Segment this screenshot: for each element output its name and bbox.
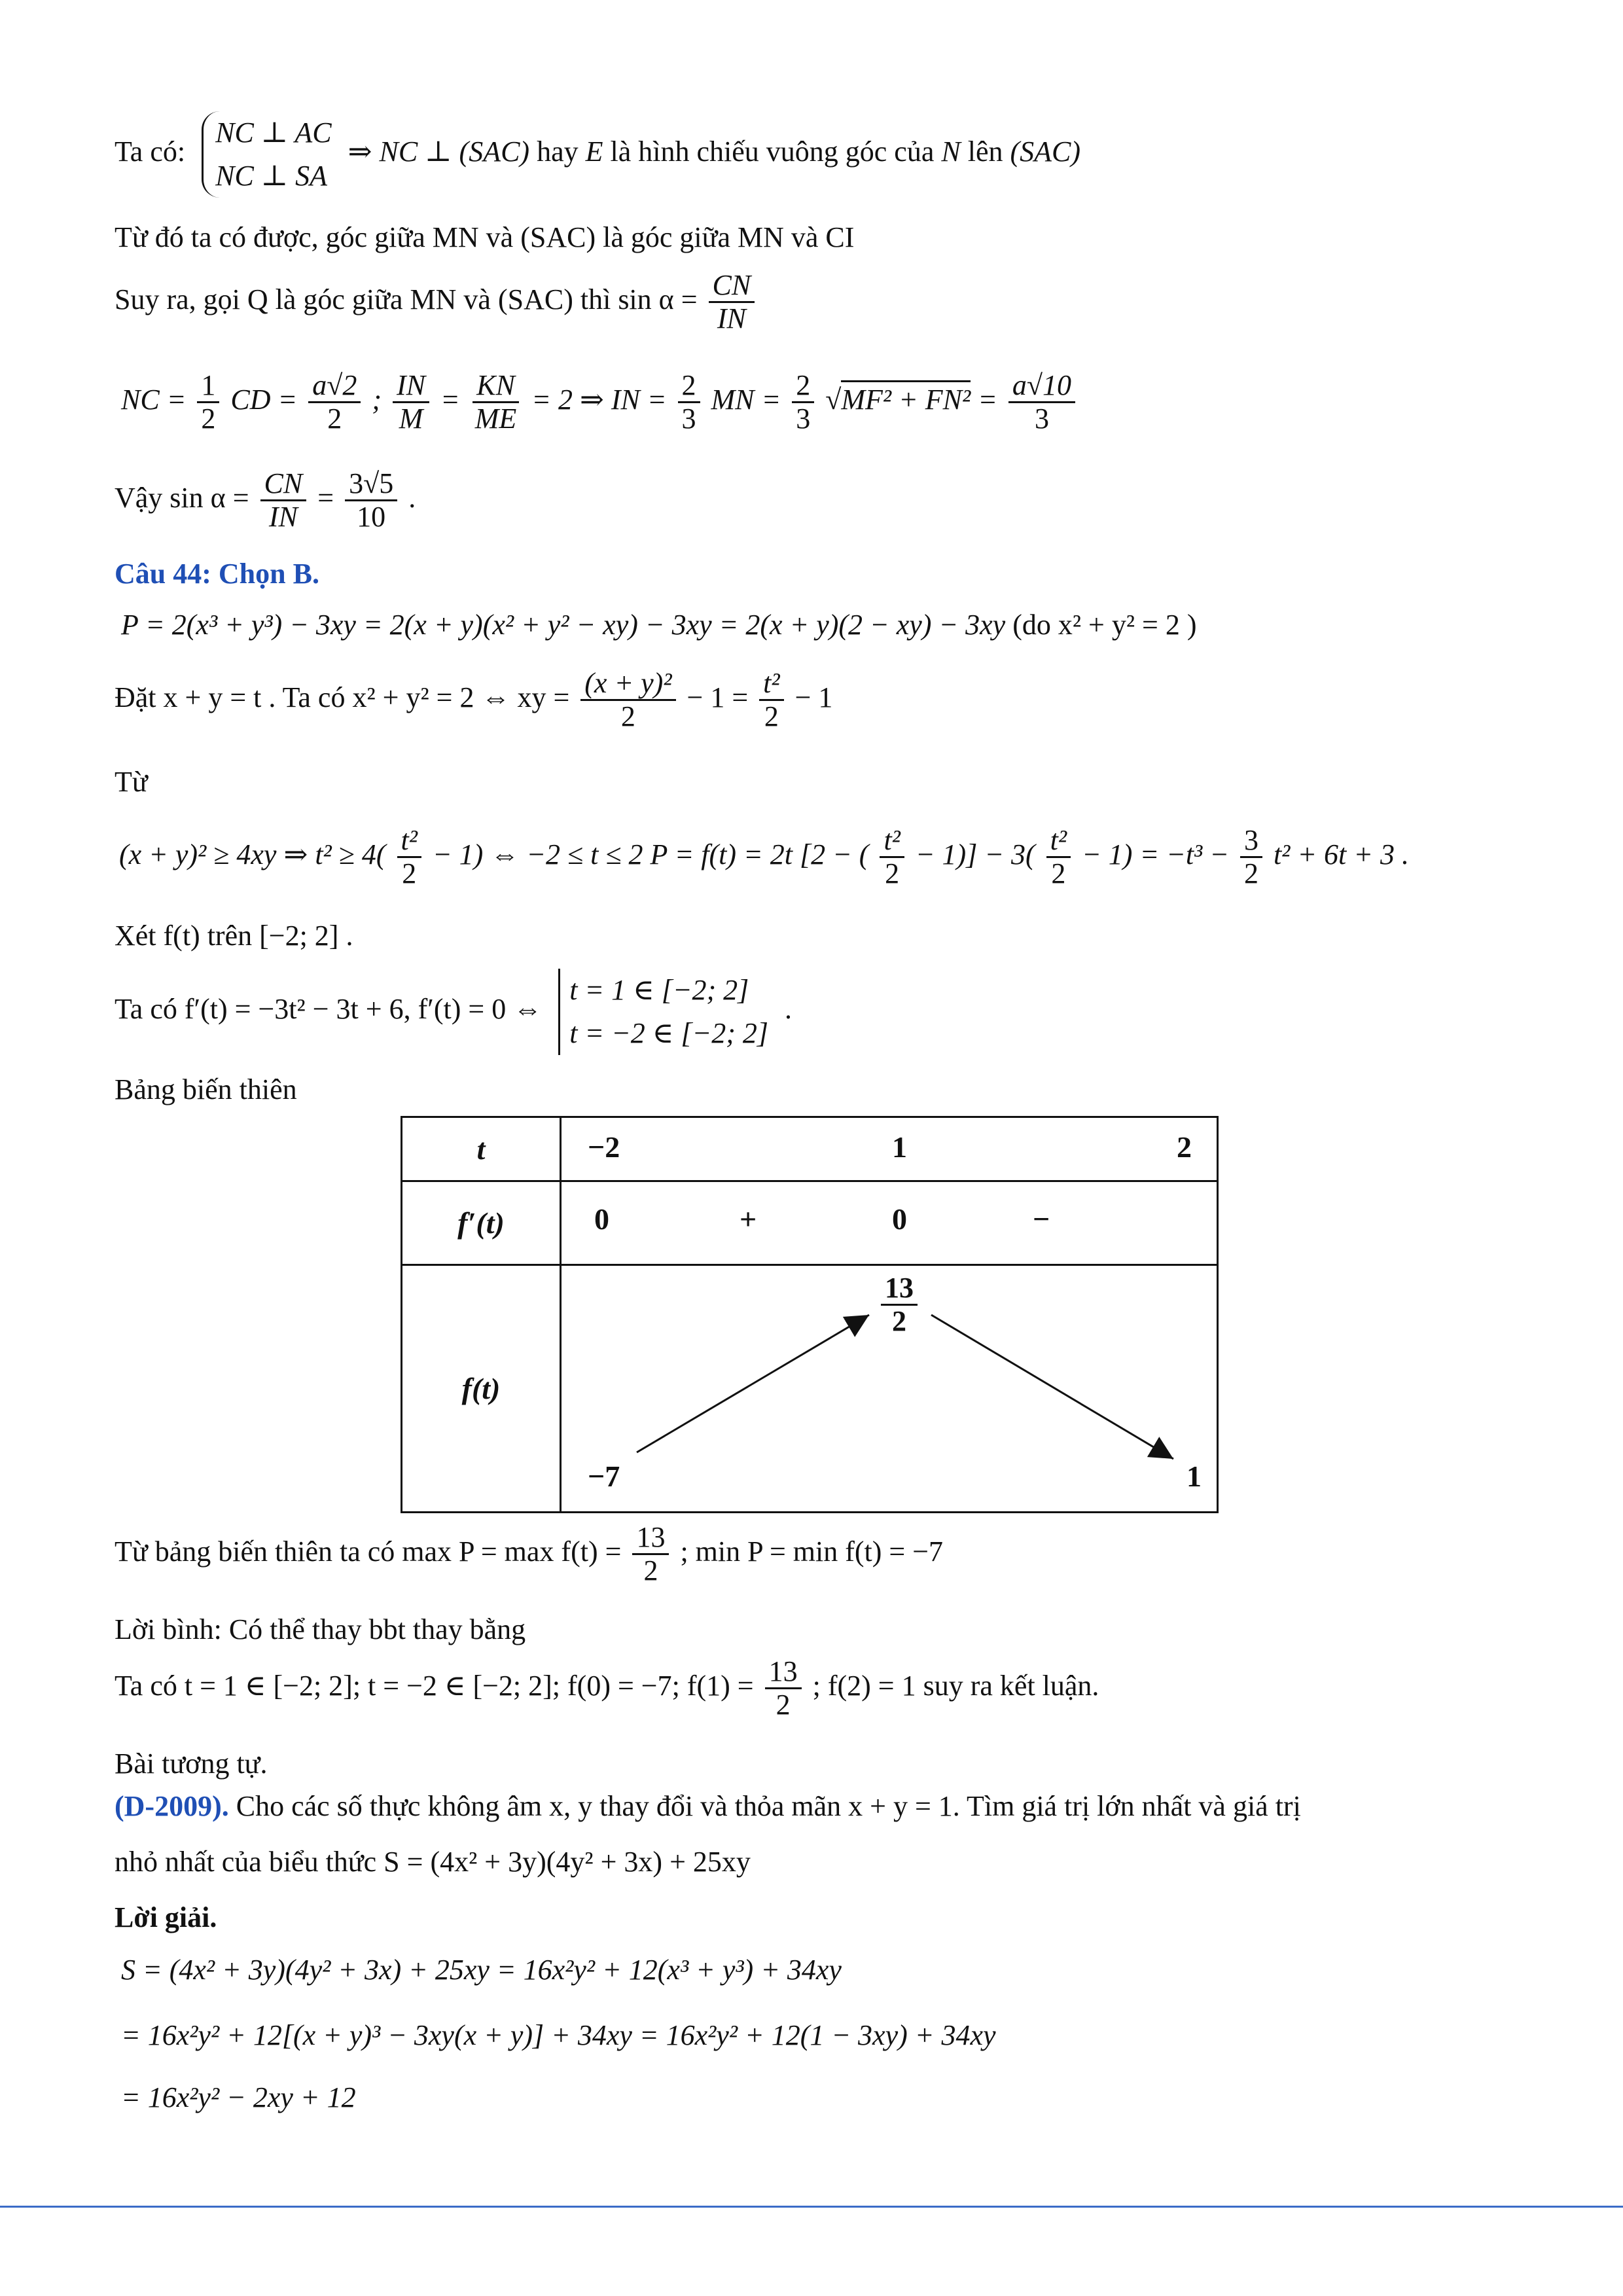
- text: Đặt x + y = t . Ta có x² + y² = 2 ⇔ xy =: [115, 681, 570, 713]
- line-substitution: [115, 668, 832, 733]
- end-value-right: 1: [1186, 1460, 1202, 1493]
- line-problem-cont: nhỏ nhất của biểu thức S = (4x² + 3y)(4y² + 3x) + 25xy: [115, 1846, 751, 1878]
- denominator: 2: [885, 857, 900, 890]
- sign-value: +: [740, 1202, 757, 1236]
- line-bbt-title: Bảng biến thiên: [115, 1073, 297, 1105]
- numerator: CN: [260, 468, 307, 501]
- numerator: CN: [709, 270, 755, 303]
- expr: (do x² + y² = 2 ): [1012, 609, 1197, 641]
- fraction: [765, 1656, 802, 1721]
- denominator: M: [399, 403, 423, 435]
- expr: − 1: [794, 681, 833, 713]
- system-row: NC ⊥ AC: [215, 117, 332, 149]
- point-label: E: [585, 135, 603, 168]
- expr: − 1) ⇔ −2 ≤ t ≤ 2 P = f(t) = 2t [2 − (: [432, 838, 869, 870]
- denominator: 3: [1034, 403, 1049, 435]
- plane-label: (SAC): [1010, 135, 1081, 168]
- line-s-expand: S = (4x² + 3y)(4y² + 3x) + 25xy = 16x²y² + 12(x³ + y³) + 34xy: [121, 1954, 842, 1986]
- expr: =: [440, 383, 460, 416]
- roots-system: [558, 969, 768, 1055]
- denominator: 2: [620, 700, 635, 733]
- text: Ta có t = 1 ∈ [−2; 2]; t = −2 ∈ [−2; 2]; f(0) = −7; f(1) =: [115, 1669, 754, 1702]
- fraction: [759, 668, 783, 733]
- fraction: [1046, 825, 1071, 890]
- solution-heading: Lời giải.: [115, 1901, 217, 1933]
- numerator: 13: [765, 1656, 802, 1689]
- line-remark: Lời bình: Có thể thay bbt thay bằng: [115, 1613, 526, 1645]
- cell-text: t: [476, 1132, 486, 1166]
- line-s-step2: = 16x²y² + 12[(x + y)³ − 3xy(x + y)] + 34xy = 16x²y² + 12(1 − 3xy) + 34xy: [121, 2019, 996, 2051]
- perpendicular-system: [202, 111, 332, 198]
- sign-value: 0: [892, 1202, 907, 1236]
- numerator: t²: [759, 668, 783, 701]
- expr: t² + 6t + 3 .: [1273, 838, 1409, 870]
- expr: ; min P = min f(t) = −7: [680, 1535, 944, 1568]
- expr: = 2 ⇒ IN =: [531, 383, 667, 416]
- expr: ;: [372, 383, 382, 416]
- increasing-arrow: [637, 1315, 869, 1452]
- fraction: [197, 370, 219, 435]
- expr: (x + y)² ≥ 4xy ⇒ t² ≥ 4(: [119, 838, 386, 870]
- problem-tag: (D-2009).: [115, 1790, 229, 1822]
- numerator: a√10: [1008, 370, 1075, 403]
- text: Cho các số thực không âm x, y thay đổi và thỏa mãn x + y = 1. Tìm giá trị lớn nhất và giá trị: [236, 1790, 1301, 1822]
- fraction: [345, 468, 397, 533]
- expr: NC =: [121, 383, 187, 416]
- numerator: 13: [881, 1272, 918, 1306]
- text: Từ bảng biến thiên ta có max P = max f(t) =: [115, 1535, 622, 1568]
- denominator: 3: [681, 403, 696, 435]
- footer-divider: [0, 2206, 1623, 2208]
- text: là hình chiếu vuông góc của: [610, 135, 935, 168]
- line-tu: Từ: [115, 766, 148, 798]
- denominator: 10: [357, 501, 386, 533]
- numerator: IN: [393, 370, 429, 403]
- line-consider: Xét f(t) trên [−2; 2] .: [115, 920, 353, 952]
- denominator: 2: [1243, 857, 1258, 890]
- function-variation: [561, 1265, 1218, 1513]
- fraction: [678, 370, 700, 435]
- numerator: 2: [678, 370, 700, 403]
- text: Suy ra, gọi Q là góc giữa MN và (SAC) thì sin α =: [115, 283, 698, 315]
- t-value: −2: [588, 1130, 620, 1164]
- denominator: 2: [892, 1305, 906, 1338]
- numerator: t²: [1046, 825, 1071, 858]
- expr: − 1)] − 3(: [915, 838, 1035, 870]
- fraction: [880, 825, 904, 890]
- numerator: 1: [197, 370, 219, 403]
- numerator: a√2: [308, 370, 361, 403]
- t-value: 1: [892, 1130, 907, 1164]
- fraction: [632, 1522, 669, 1587]
- numerator: 3: [1240, 825, 1262, 858]
- cell-text: f′(t): [457, 1206, 505, 1240]
- fraction: [792, 370, 814, 435]
- root: t = 1 ∈ [−2; 2]: [569, 974, 749, 1006]
- expr: − 1) = −t³ −: [1082, 838, 1229, 870]
- line-similar: Bài tương tự.: [115, 1748, 268, 1780]
- numerator: 13: [632, 1522, 669, 1555]
- denominator: 2: [643, 1554, 658, 1587]
- line-derivative: [115, 969, 792, 1055]
- sign-value: 0: [594, 1202, 609, 1236]
- implication: ⇒ NC ⊥ (SAC): [348, 135, 530, 168]
- fraction: [1240, 825, 1262, 890]
- numerator: (x + y)²: [580, 668, 675, 701]
- denominator: 2: [201, 403, 216, 435]
- denominator: 2: [776, 1689, 791, 1721]
- numerator: 2: [792, 370, 814, 403]
- fraction: [393, 370, 429, 435]
- root: t = −2 ∈ [−2; 2]: [569, 1017, 768, 1049]
- line-s-step3: = 16x²y² − 2xy + 12: [121, 2081, 356, 2113]
- variation-table: [401, 1116, 1219, 1513]
- fraction: [260, 468, 307, 533]
- system-row: NC ⊥ SA: [215, 160, 328, 192]
- function-label: [402, 1265, 561, 1513]
- numerator: KN: [473, 370, 519, 403]
- fraction: [471, 370, 521, 435]
- denominator: IN: [268, 501, 298, 533]
- sign-value: −: [1033, 1202, 1050, 1236]
- text: lên: [967, 135, 1003, 168]
- line-sin-result: [115, 468, 416, 533]
- expr: P = 2(x³ + y³) − 3xy = 2(x + y)(x² + y² − xy) − 3xy = 2(x + y)(2 − xy) − 3xy: [121, 609, 1006, 641]
- derivative-signs: [561, 1181, 1218, 1265]
- fraction: [397, 825, 421, 890]
- line-conclusion: [115, 1522, 943, 1587]
- expr: ; f(2) = 1 suy ra kết luận.: [812, 1669, 1099, 1702]
- line-lengths: NC = $\frac{1}{2}$ CD = $\frac{a√2}{2}$ ; $\frac{IN}{M}$ = $\frac{KN}{ME}$ = 2 ⇒ IN = $\frac{2}{3}$ MN = $\frac{2}{3}$ √MF² + FN² = $\frac{a√10}{3}$: [121, 370, 1079, 435]
- expr: =: [317, 481, 334, 514]
- line-sin-definition: [115, 270, 758, 335]
- fraction: [709, 270, 755, 335]
- expr: MN =: [711, 383, 781, 416]
- denominator: 2: [1051, 857, 1066, 890]
- cell-text: f(t): [461, 1372, 501, 1405]
- denominator: 2: [764, 700, 779, 733]
- header-t: [402, 1117, 561, 1181]
- arrows: [562, 1266, 1222, 1511]
- fraction: [580, 668, 675, 733]
- t-value: 2: [1177, 1130, 1192, 1164]
- expr: .: [408, 481, 416, 514]
- denominator: 2: [402, 857, 417, 890]
- denominator: ME: [474, 403, 517, 435]
- fraction: [308, 370, 361, 435]
- line-projection: [115, 111, 1080, 198]
- line-p-expansion: [121, 609, 1197, 642]
- line-angle-statement: Từ đó ta có được, góc giữa MN và (SAC) là góc giữa MN và CI: [115, 221, 855, 253]
- expr: − 1 =: [687, 681, 749, 713]
- numerator: t²: [880, 825, 904, 858]
- denominator: 3: [796, 403, 811, 435]
- text-prefix: Ta có:: [115, 135, 186, 168]
- decreasing-arrow: [931, 1315, 1173, 1459]
- expr: CD =: [230, 383, 298, 416]
- line-problem: [115, 1790, 1301, 1823]
- line-f-of-t: [119, 825, 1409, 890]
- fraction: [1008, 370, 1075, 435]
- question-heading: Câu 44: Chọn B.: [115, 558, 319, 590]
- min-value-left: −7: [588, 1460, 620, 1493]
- text: hay: [537, 135, 579, 168]
- denominator: IN: [717, 302, 746, 335]
- point-label: N: [941, 135, 961, 168]
- derivative-label: [402, 1181, 561, 1265]
- sqrt-radicand: MF² + FN²: [841, 380, 971, 416]
- line-alternative: [115, 1656, 1099, 1721]
- header-values: [561, 1117, 1218, 1181]
- numerator: 3√5: [345, 468, 397, 501]
- numerator: t²: [397, 825, 421, 858]
- expr: .: [784, 993, 792, 1026]
- text: Vậy sin α =: [115, 481, 249, 514]
- text: Ta có f′(t) = −3t² − 3t + 6, f′(t) = 0 ⇔: [115, 993, 543, 1026]
- denominator: 2: [327, 403, 342, 435]
- expr: =: [978, 383, 997, 416]
